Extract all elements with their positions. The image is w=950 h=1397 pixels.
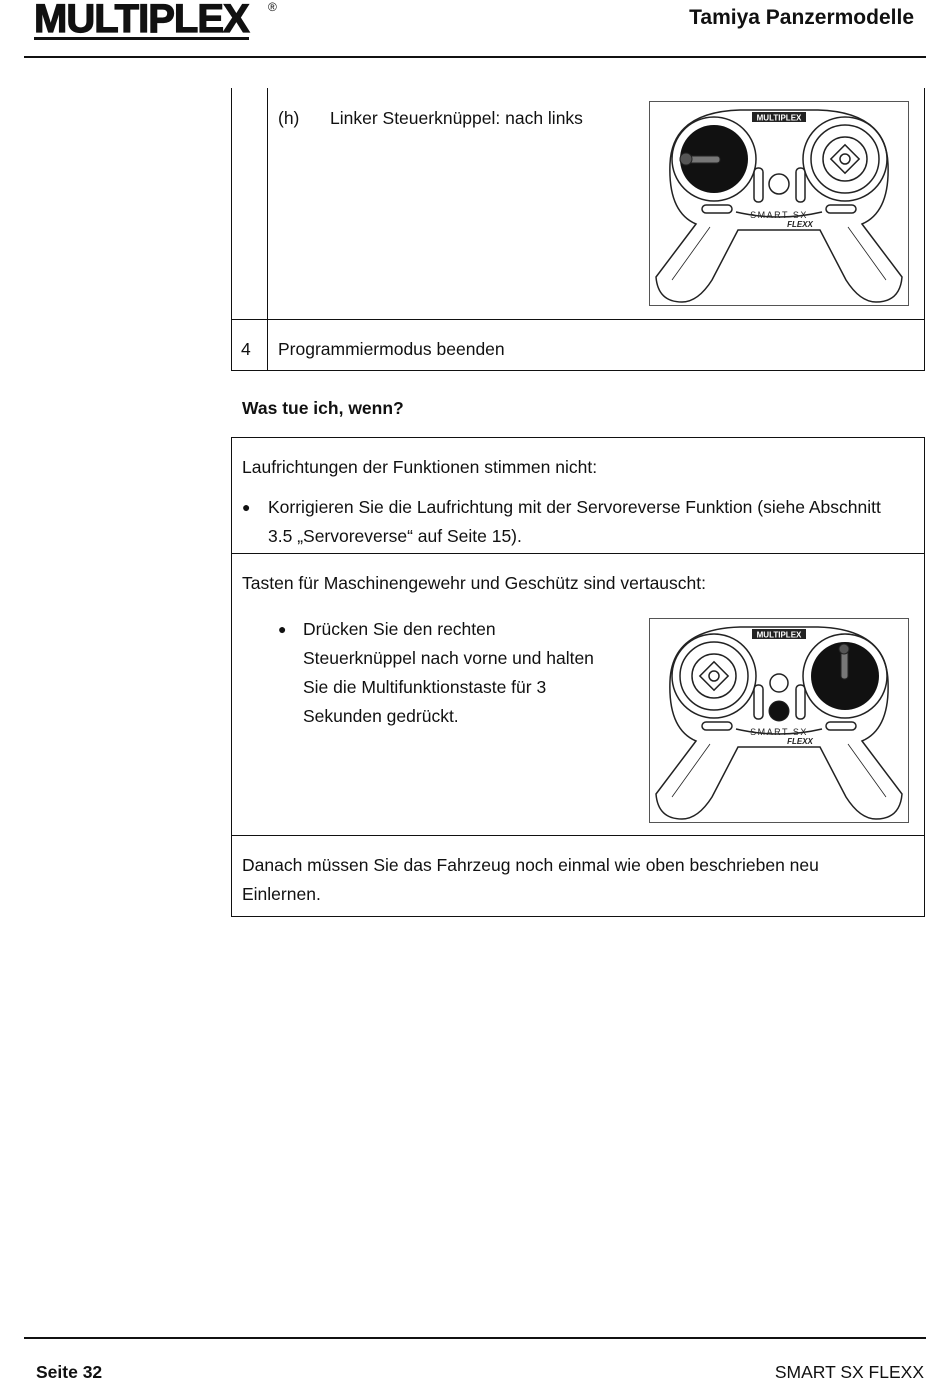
problem2-bullet-line1: Drücken Sie den rechten: [303, 619, 496, 639]
transmitter-illustration: [650, 619, 908, 822]
registered-mark: ®: [268, 0, 277, 14]
problem2-bullet-line3: Sie die Multifunktionstaste für 3: [303, 677, 547, 697]
table-bottom-border: [231, 370, 925, 371]
faq-box-left-border: [231, 437, 232, 917]
problem1-title: Laufrichtungen der Funktionen stimmen nicht:: [242, 457, 598, 477]
bullet-icon: ●: [242, 499, 251, 515]
multiplex-logo: MULTIPLEX: [34, 0, 249, 41]
faq-divider-2: [231, 835, 925, 836]
transmitter-brand-label: MULTIPLEX: [756, 113, 802, 123]
transmitter-model-label: SMART SX: [750, 210, 808, 220]
step-text-h: Linker Steuerknüppel: nach links: [330, 108, 583, 128]
bullet-icon: ●: [278, 621, 287, 637]
problem2-bullet-line4: Sekunden gedrückt.: [303, 706, 459, 726]
problem1-bullet-line1: Korrigieren Sie die Laufrichtung mit der Servoreverse Funktion (siehe Abschnitt: [268, 497, 881, 517]
faq-box-top-border: [231, 437, 925, 438]
table-right-border: [924, 88, 925, 371]
step-label-4: 4: [241, 339, 251, 359]
transmitter-model-label: SMART SX: [750, 727, 808, 737]
header-rule: [24, 56, 926, 58]
step-text-4: Programmiermodus beenden: [278, 339, 505, 359]
problem2-bullet-line2: Steuerknüppel nach vorne und halten: [303, 648, 594, 668]
transmitter-model-sub-label: FLEXX: [787, 220, 813, 229]
transmitter-model-sub-label: FLEXX: [787, 737, 813, 746]
transmitter-image-left-stick: [649, 101, 909, 306]
transmitter-image-right-stick: [649, 618, 909, 823]
closing-line1: Danach müssen Sie das Fahrzeug noch einmal wie oben beschrieben neu: [242, 855, 819, 875]
faq-box-right-border: [924, 437, 925, 917]
problem2-title: Tasten für Maschinengewehr und Geschütz sind vertauscht:: [242, 573, 706, 593]
header-title: Tamiya Panzermodelle: [689, 6, 914, 29]
transmitter-illustration: [650, 102, 908, 305]
closing-line2: Einlernen.: [242, 884, 321, 904]
table-left-border: [231, 88, 232, 371]
page-number: Seite 32: [36, 1362, 103, 1382]
table-column-divider: [267, 88, 268, 371]
transmitter-brand-label: MULTIPLEX: [756, 630, 802, 640]
step-label-h: (h): [278, 108, 300, 128]
faq-divider-1: [231, 553, 925, 554]
faq-heading: Was tue ich, wenn?: [242, 398, 404, 418]
problem1-bullet-line2: 3.5 „Servoreverse“ auf Seite 15).: [268, 526, 522, 546]
table-row-divider: [231, 319, 925, 320]
footer-product-name: SMART SX FLEXX: [774, 1362, 924, 1382]
faq-box-bottom-border: [231, 916, 925, 917]
footer-rule: [24, 1337, 926, 1339]
